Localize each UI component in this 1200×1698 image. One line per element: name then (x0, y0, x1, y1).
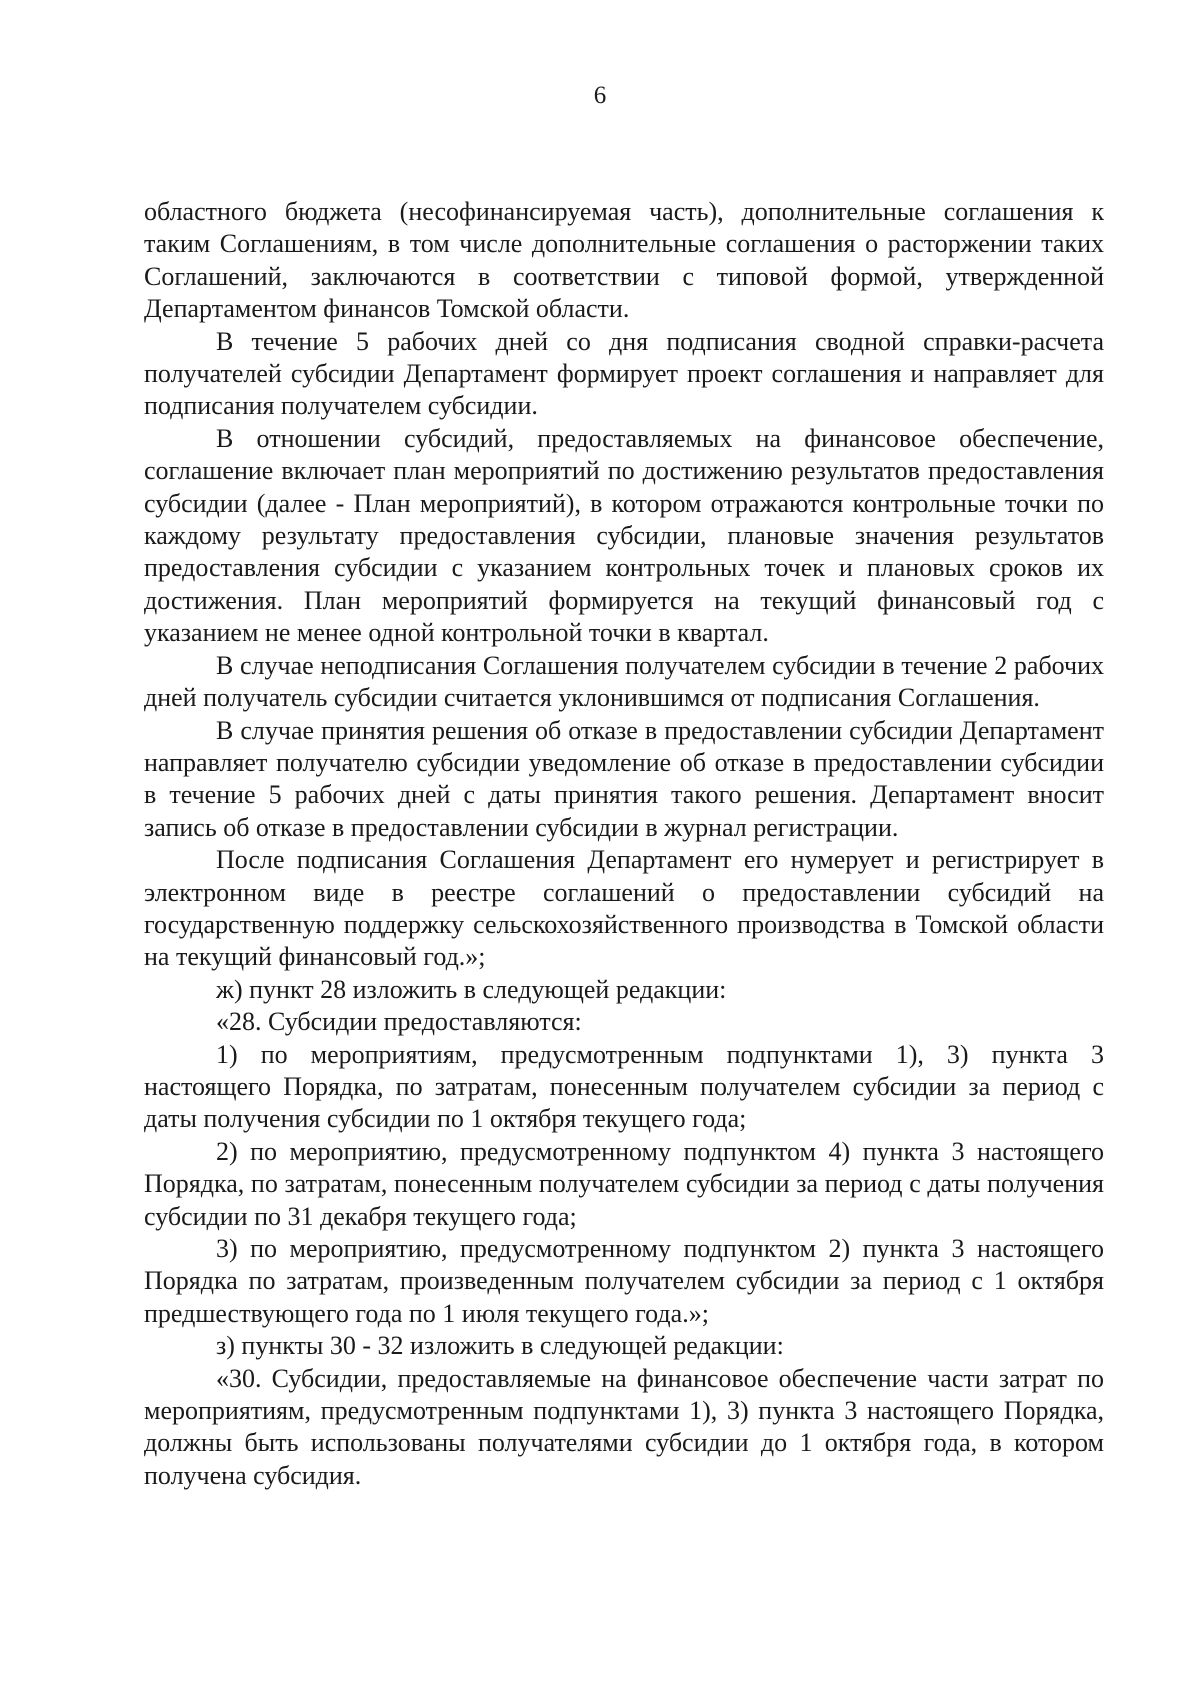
document-body (144, 196, 1104, 1492)
paragraph-item-z: з) пункты 30 - 32 изложить в следующей редакции: (216, 1331, 784, 1361)
paragraph-unsigned-agreement: В случае неподписания Соглашения получателем субсидии в течение 2 рабочих дней получатель субсидии считается уклонившимся от подписания Соглашения. (144, 650, 1104, 713)
paragraph-clause-28-2: 2) по мероприятию, предусмотренному подпунктом 4) пункта 3 настоящего Порядка, по затратам, понесенным получателем субсидии за период с даты получения субсидии по 31 декабря текущего года; (144, 1136, 1104, 1231)
paragraph-item-zh: ж) пункт 28 изложить в следующей редакции: (216, 974, 727, 1004)
paragraph-clause-28-3: 3) по мероприятию, предусмотренному подпунктом 2) пункта 3 настоящего Порядка по затратам, произведенным получателем субсидии за период с 1 октября предшествующего года по 1 июля текущего года.»; (144, 1234, 1104, 1328)
page-number: 6 (593, 82, 607, 109)
paragraph-agreement-drafting: В течение 5 рабочих дней со дня подписания сводной справки-расчета получателей субсидии Департамент формирует проект соглашения и направляет для подписания получателем субсидии. (144, 326, 1104, 421)
paragraph-refusal-notice: В случае принятия решения об отказе в предоставлении субсидии Департамент направляет получателю субсидии уведомление об отказе в предоставлении субсидии в течение 5 рабочих дней с даты принятия такого решения. Департамент вносит запись об отказе в предоставлении субсидии в журнал регистрации. (144, 715, 1104, 842)
paragraph-continuation: областного бюджета (несофинансируемая часть), дополнительные соглашения к таким Соглашениям, в том числе дополнительные соглашения о расторжении таких Соглашений, заключаются в соответствии с типовой формой, утвержденной Департаментом финансов Томской области. (144, 197, 1104, 324)
paragraph-registration: После подписания Соглашения Департамент его нумерует и регистрирует в электронном виде в реестре соглашений о предоставлении субсидий на государственную поддержку сельскохозяйственного производства в Томской области на текущий финансовый год.»; (144, 845, 1104, 972)
paragraph-action-plan: В отношении субсидий, предоставляемых на финансовое обеспечение, соглашение включает план мероприятий по достижению результатов предоставления субсидии (далее - План мероприятий), в котором отражаются контрольные точки по каждому результату предоставления субсидии, плановые значения результатов предоставления субсидии с указанием контрольных точек и плановых сроков их достижения. План мероприятий формируется на текущий финансовый год с указанием не менее одной контрольной точки в квартал. (144, 423, 1104, 648)
paragraph-clause-28-heading: «28. Субсидии предоставляются: (216, 1007, 582, 1037)
paragraph-clause-30: «30. Субсидии, предоставляемые на финансовое обеспечение части затрат по мероприятиям, предусмотренным подпунктами 1), 3) пункта 3 настоящего Порядка, должны быть использованы получателями субсидии до 1 октября года, в котором получена субсидия. (144, 1363, 1104, 1490)
paragraph-clause-28-1: 1) по мероприятиям, предусмотренным подпунктами 1), 3) пункта 3 настоящего Порядка, по затратам, понесенным получателем субсидии за период с даты получения субсидии по 1 октября текущего года; (144, 1039, 1104, 1134)
